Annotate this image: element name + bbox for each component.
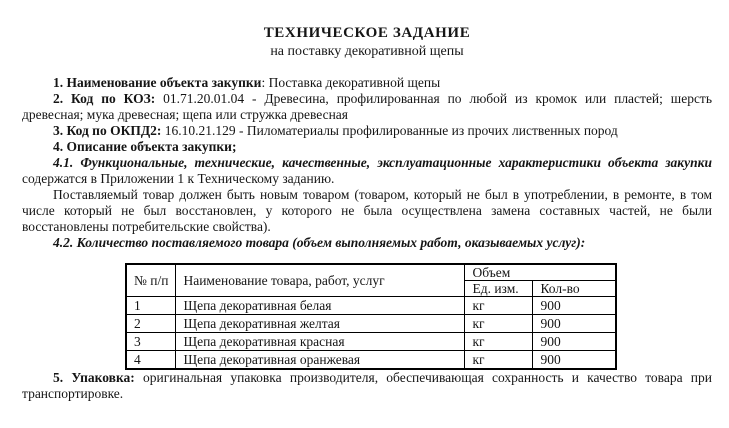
column-header-name: Наименование товара, работ, услуг xyxy=(176,264,465,297)
paragraph-new-goods xyxy=(22,187,712,235)
paragraph-quantity-heading xyxy=(22,235,712,251)
paragraph-packaging xyxy=(22,370,712,402)
cell-name: Щепа декоративная белая xyxy=(176,297,465,315)
column-header-volume: Объем xyxy=(465,264,616,281)
paragraph-koz-code xyxy=(22,91,712,123)
paragraph-text: оригинальная упаковка производителя, обеспечивающая сохранность и качество товара при транспортировке. xyxy=(22,369,713,401)
cell-unit: кг xyxy=(465,333,533,351)
paragraph-text: 01.71.20.01.04 - Древесина, профилированная по любой из кромок или пластей; шерсть древесная; мука древесная; щепа или стружка древесная xyxy=(22,91,712,122)
paragraph-lead: 5. Упаковка: xyxy=(53,369,135,385)
column-header-quantity: Кол-во xyxy=(533,281,616,297)
cell-unit: кг xyxy=(465,315,533,333)
paragraph-lead: 2. Код по КОЗ: xyxy=(53,91,156,106)
table-row xyxy=(126,297,616,315)
cell-unit: кг xyxy=(465,297,533,315)
document-body xyxy=(22,75,712,402)
table-row xyxy=(126,351,616,369)
paragraph-okpd2-code xyxy=(22,123,712,139)
cell-name: Щепа декоративная желтая xyxy=(176,315,465,333)
paragraph-text: 16.10.21.129 - Пиломатериалы профилированные из прочих лиственных пород xyxy=(161,123,618,138)
cell-number: 2 xyxy=(126,315,176,333)
quantity-table-body xyxy=(126,297,616,369)
cell-number: 1 xyxy=(126,297,176,315)
paragraph-lead: 4.2. Количество поставляемого товара (объем выполняемых работ, оказываемых услуг): xyxy=(53,235,586,250)
cell-name: Щепа декоративная оранжевая xyxy=(176,351,465,369)
cell-unit: кг xyxy=(465,351,533,369)
cell-number: 3 xyxy=(126,333,176,351)
cell-name: Щепа декоративная красная xyxy=(176,333,465,351)
paragraph-lead: 4.1. Функциональные, технические, качественные, эксплуатационные характеристики объекта закупки xyxy=(53,155,712,170)
table-header-row xyxy=(126,264,616,281)
quantity-table-header xyxy=(126,264,616,297)
document-title: ТЕХНИЧЕСКОЕ ЗАДАНИЕ xyxy=(263,25,471,41)
paragraph-purchase-object-name xyxy=(22,75,712,91)
table-row xyxy=(126,315,616,333)
cell-quantity: 900 xyxy=(533,297,616,315)
paragraph-characteristics xyxy=(22,155,712,187)
paragraph-lead: 4. Описание объекта закупки; xyxy=(53,139,237,154)
paragraph-object-description xyxy=(22,139,712,155)
paragraph-text: Поставляемый товар должен быть новым товаром (товаром, который не был в употреблении, в ремонте, в том числе который не был восстановлен, у которого не была осуществлена замена составных частей, не были восстановлены потребительские свойства). xyxy=(22,187,712,234)
column-header-number: № п/п xyxy=(126,264,176,297)
cell-quantity: 900 xyxy=(533,351,616,369)
paragraph-lead: 1. Наименование объекта закупки xyxy=(53,75,262,90)
paragraph-text: содержатся в Приложении 1 к Техническому заданию. xyxy=(22,171,335,186)
quantity-table xyxy=(125,263,617,370)
cell-quantity: 900 xyxy=(533,315,616,333)
document-subtitle: на поставку декоративной щепы xyxy=(270,44,464,59)
column-header-unit: Ед. изм. xyxy=(465,281,533,297)
paragraph-lead: 3. Код по ОКПД2: xyxy=(53,123,162,138)
paragraph-text: : Поставка декоративной щепы xyxy=(261,75,441,90)
cell-number: 4 xyxy=(126,351,176,369)
table-row xyxy=(126,333,616,351)
cell-quantity: 900 xyxy=(533,333,616,351)
